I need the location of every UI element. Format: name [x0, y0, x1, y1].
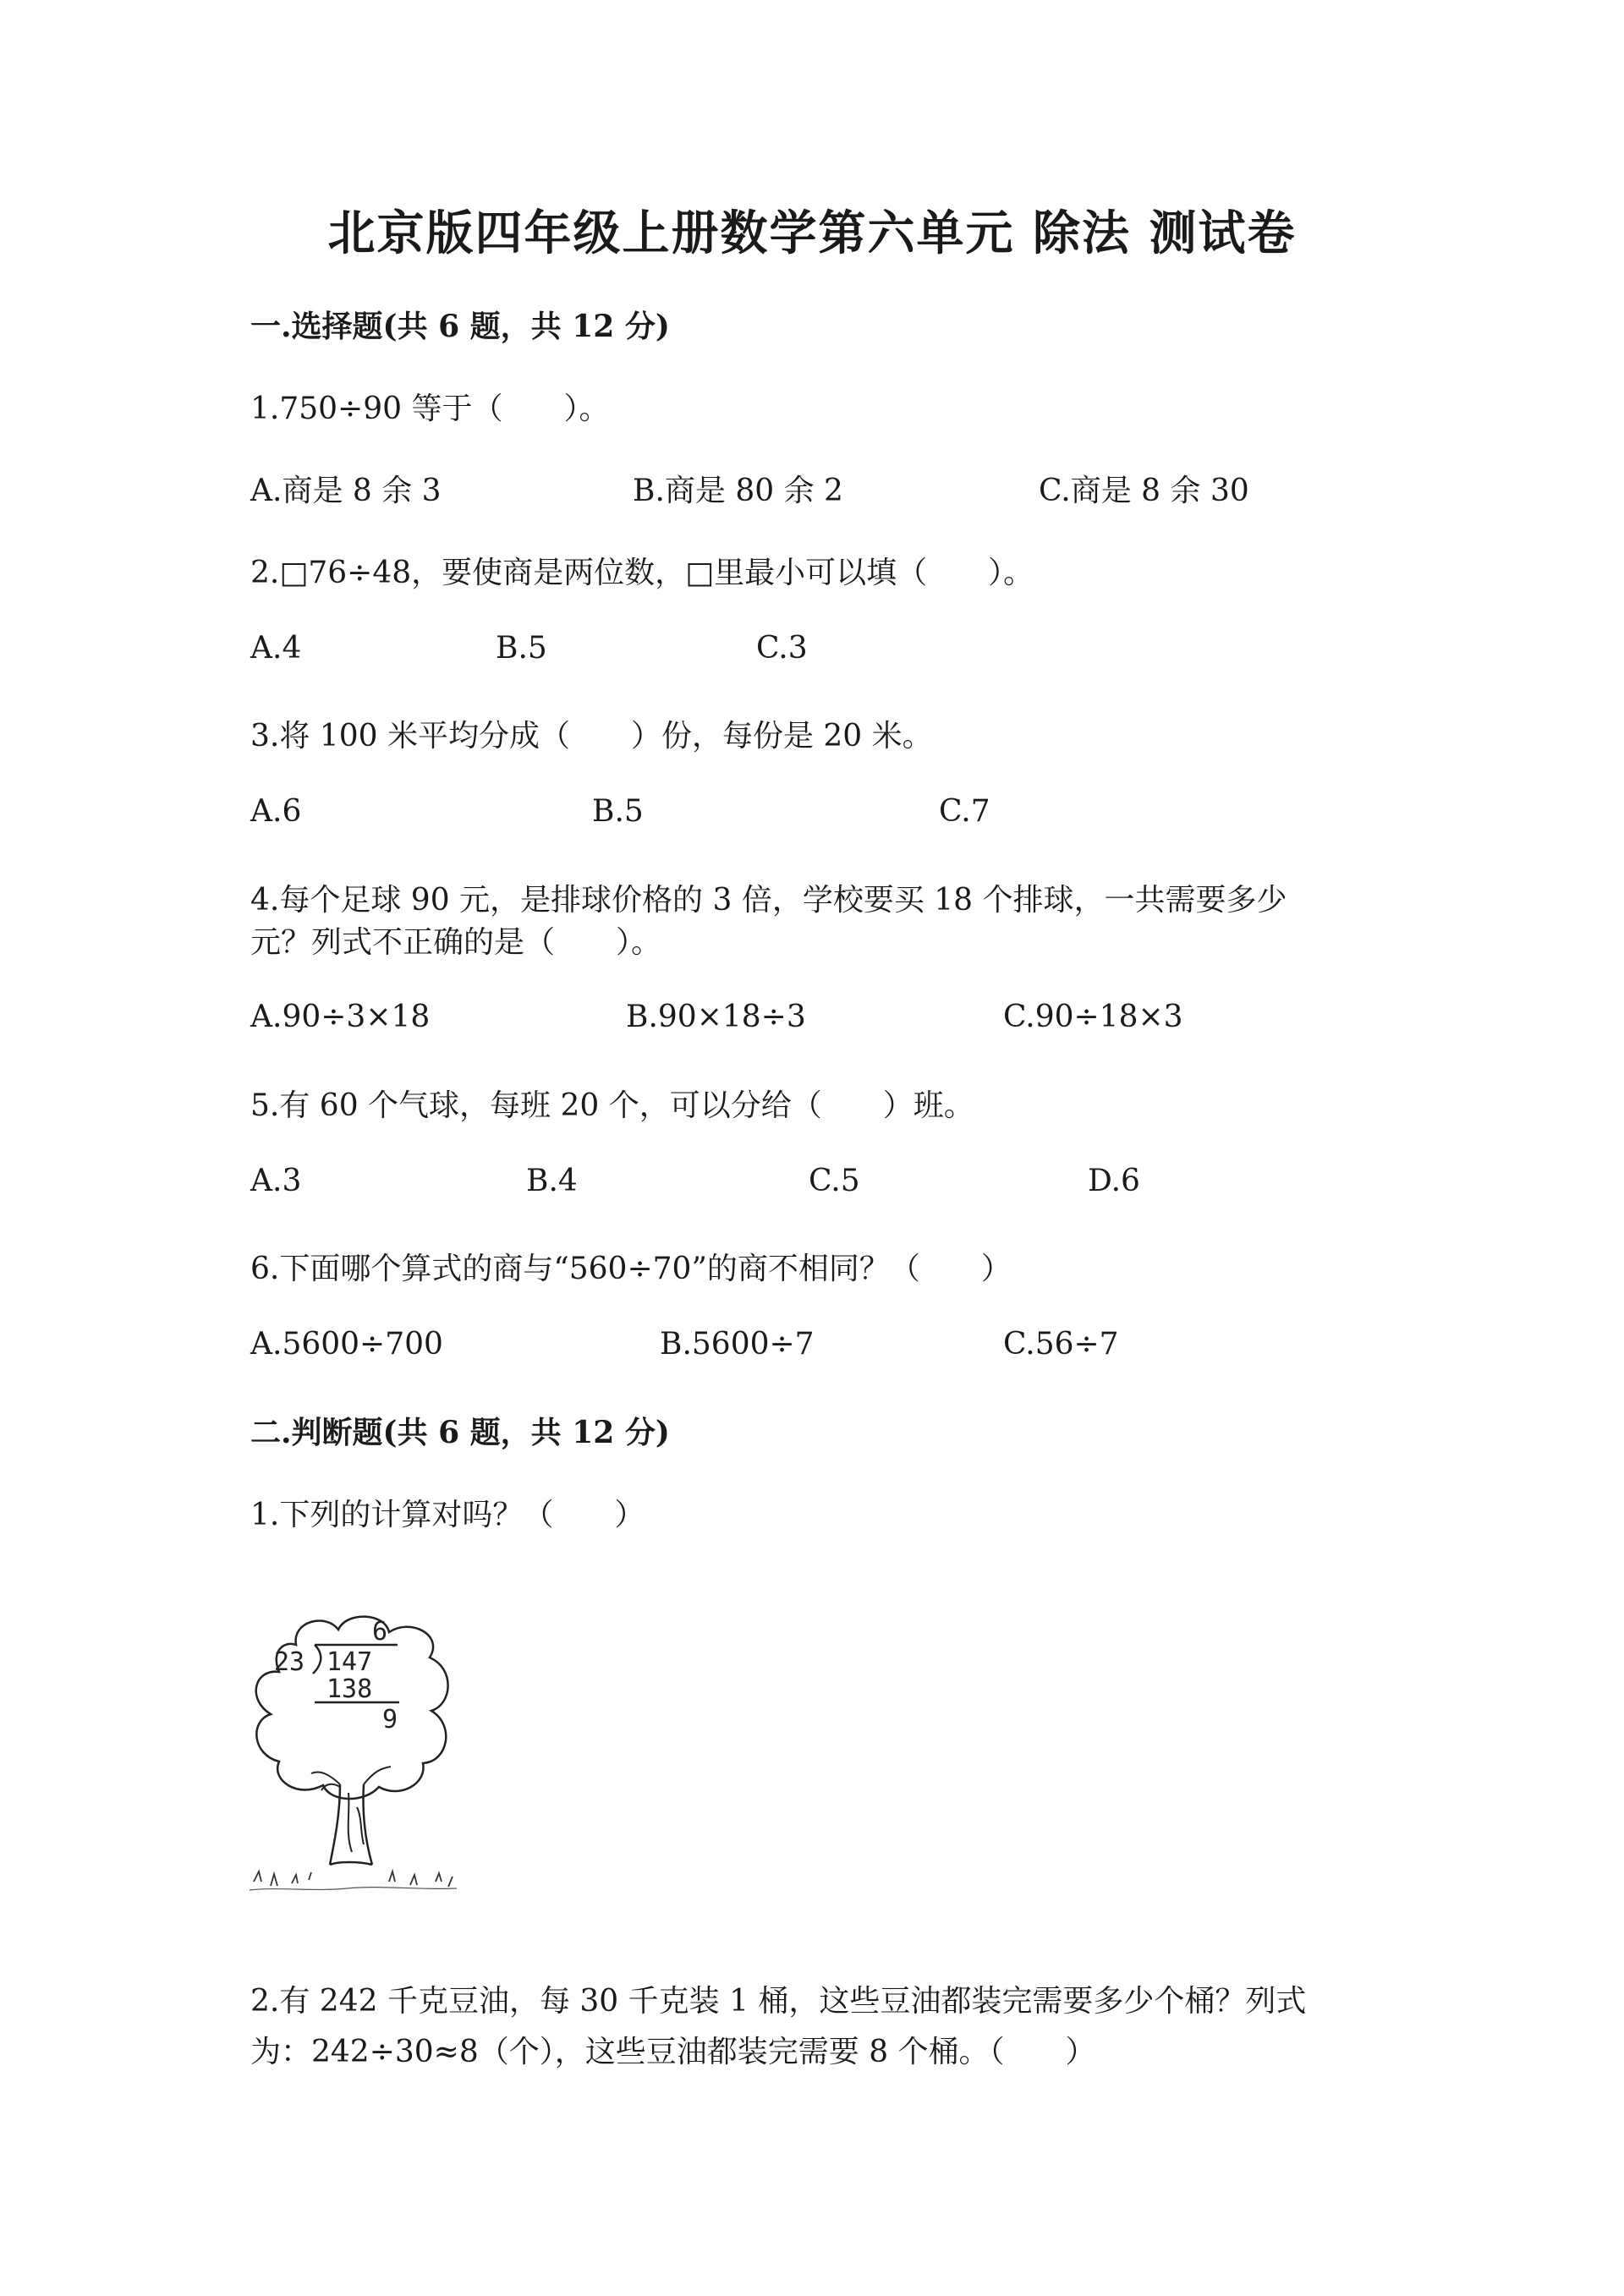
- dividend-number: 147: [326, 1647, 373, 1677]
- judgment-question-2-line-2: 为：242÷30≈8（个），这些豆油都装完需要 8 个桶。（ ）: [250, 2035, 1096, 2069]
- question-3-option-b: B.5: [592, 794, 644, 829]
- question-6-stem: 6.下面哪个算式的商与“560÷70”的商不相同？（ ）: [250, 1252, 1012, 1286]
- quotient-digit: 6: [372, 1617, 388, 1647]
- question-3-option-c: C.7: [939, 794, 990, 829]
- tree-bark-lines: [348, 1793, 364, 1852]
- product-number: 138: [326, 1674, 373, 1704]
- question-3-option-a: A.6: [250, 794, 302, 829]
- question-4-option-c: C.90÷18×3: [1003, 1000, 1183, 1034]
- question-3-stem: 3.将 100 米平均分成（ ）份，每份是 20 米。: [250, 719, 933, 753]
- grass-marks: [254, 1871, 453, 1887]
- question-5-option-a: A.3: [250, 1164, 302, 1198]
- question-1-option-a: A.商是 8 余 3: [250, 474, 442, 508]
- ground-line: [250, 1888, 457, 1890]
- question-4-stem-line-1: 4.每个足球 90 元，是排球价格的 3 倍，学校要买 18 个排球，一共需要多少: [250, 883, 1287, 918]
- question-1-stem: 1.750÷90 等于（ ）。: [250, 392, 610, 426]
- remainder-number: 9: [382, 1705, 398, 1734]
- section-heading-judgment: 二.判断题(共 6 题，共 12 分): [250, 1415, 670, 1450]
- judgment-question-2-line-1: 2.有 242 千克豆油，每 30 千克装 1 桶，这些豆油都装完需要多少个桶？列式: [250, 1984, 1307, 2019]
- question-6-option-b: B.5600÷7: [660, 1327, 815, 1362]
- question-6-option-a: A.5600÷700: [250, 1327, 443, 1362]
- page-title: 北京版四年级上册数学第六单元 除法 测试卷: [327, 205, 1297, 261]
- question-5-option-c: C.5: [809, 1164, 860, 1198]
- question-1-option-c: C.商是 8 余 30: [1039, 474, 1249, 508]
- question-2-stem: 2.□76÷48，要使商是两位数，□里最小可以填（ ）。: [250, 556, 1034, 590]
- question-6-option-c: C.56÷7: [1003, 1327, 1119, 1362]
- question-2-option-c: C.3: [756, 631, 808, 666]
- divisor-number: 23: [274, 1647, 305, 1677]
- question-4-option-b: B.90×18÷3: [626, 1000, 806, 1034]
- question-5-option-b: B.4: [526, 1164, 578, 1198]
- question-5-option-d: D.6: [1088, 1164, 1140, 1198]
- section-heading-choice: 一.选择题(共 6 题，共 12 分): [250, 309, 670, 344]
- question-1-option-b: B.商是 80 余 2: [633, 474, 843, 508]
- tree-long-division-illustration: [245, 1611, 465, 1903]
- division-bracket: [313, 1645, 321, 1674]
- question-2-option-b: B.5: [496, 631, 547, 666]
- question-4-stem-line-2: 元？列式不正确的是（ ）。: [250, 925, 662, 960]
- question-5-stem: 5.有 60 个气球，每班 20 个，可以分给（ ）班。: [250, 1088, 974, 1123]
- judgment-question-1-stem: 1.下列的计算对吗？（ ）: [250, 1498, 645, 1532]
- question-2-option-a: A.4: [250, 631, 302, 666]
- question-4-option-a: A.90÷3×18: [250, 1000, 431, 1034]
